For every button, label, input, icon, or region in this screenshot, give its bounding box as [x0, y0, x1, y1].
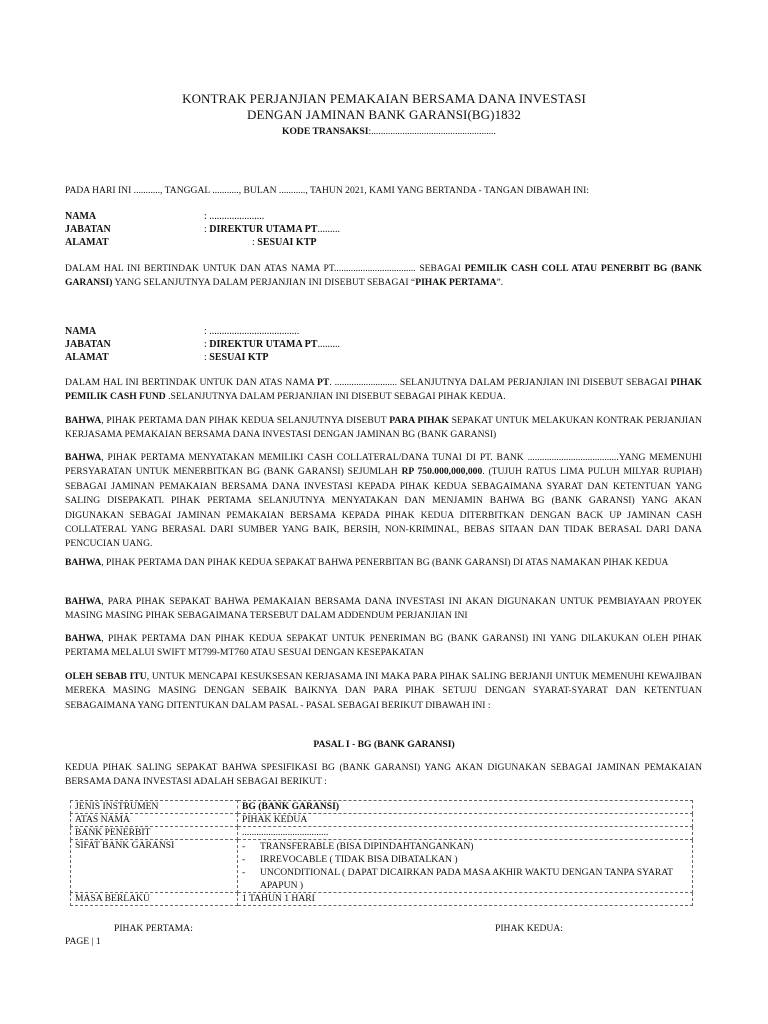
spec-atas-value: PIHAK KEDUA: [238, 814, 693, 827]
party2-para-text-1: DALAM HAL INI BERTINDAK UNTUK DAN ATAS NAMA: [65, 377, 318, 388]
party2-para-bold-1: PT: [317, 377, 330, 388]
oleh-sebab-itu-paragraph: [65, 670, 702, 713]
bahwa2-lead: BAHWA: [65, 452, 102, 463]
party2-alamat-text: SESUAI KTP: [209, 352, 269, 363]
party2-jabatan-value: [204, 339, 340, 350]
spec-sifat-value: [238, 840, 693, 893]
bahwa4-lead: BAHWA: [65, 596, 102, 607]
party1-jabatan-text: DIREKTUR UTAMA PT: [209, 224, 318, 235]
bahwa-paragraph-4: [65, 595, 702, 624]
spec-penerbit-value: ....................................: [238, 827, 693, 840]
sifat-item-text: UNCONDITIONAL ( DAPAT DICAIRKAN PADA MASA AKHIR WAKTU DENGAN TANPA SYARAT APAPUN ): [260, 867, 673, 891]
bahwa4-text-a: , PARA PIHAK SEPAKAT BAHWA PEMAKAIAN BERSAMA DANA INVESTASI INI AKAN DIGUNAKAN UNTUK PEMBIAYAAN PROYEK MASING MASING PIHAK SEBAGAIMANA TERSEBUT DALAM ADDENDUM PERJANJIAN INI: [65, 596, 702, 622]
signature-left-label: PIHAK PERTAMA:: [114, 923, 193, 934]
table-row: [71, 827, 693, 840]
party1-jabatan-dots: .........: [317, 224, 340, 235]
party2-para-text-3: .SELANJUTNYA DALAM PERJANJIAN INI DISEBUT SEBAGAI PIHAK KEDUA.: [165, 391, 506, 403]
spec-penerbit-label: BANK PENERBIT: [71, 827, 238, 840]
kode-value: :....................................................: [368, 126, 496, 137]
party2-jabatan-prefix: :: [204, 339, 210, 350]
bahwa1-text-a: , PIHAK PERTAMA DAN PIHAK KEDUA SELANJUTNYA DISEBUT: [101, 415, 390, 426]
title-line-2: DENGAN JAMINAN BANK GARANSI(BG)1832: [247, 107, 521, 122]
bahwa-paragraph-1: [65, 414, 702, 443]
party1-para-text-3: ”.: [496, 277, 504, 289]
bahwa3-lead: BAHWA: [65, 557, 102, 568]
spec-atas-label: ATAS NAMA: [71, 814, 238, 827]
pasal-title: PASAL I - BG (BANK GARANSI): [313, 739, 455, 750]
bahwa1-bold: PARA PIHAK: [389, 415, 449, 426]
party2-nama-value: : ....................................: [204, 326, 300, 337]
party2-alamat-prefix: :: [204, 352, 210, 363]
bahwa-paragraph-2: [65, 451, 702, 552]
bahwa1-text-b: SEPAKAT UNTUK MELAKUKAN KONTRAK PERJANJIAN KERJASAMA PEMAKAIAN BERSAMA DANA INVESTASI DENGAN JAMINAN BG (BANK GARANSI): [65, 415, 702, 441]
party1-jabatan-label: JABATAN: [65, 224, 111, 235]
oleh-text-a: , UNTUK MENCAPAI KESUKSESAN KERJASAMA INI MAKA PARA PIHAK SALING BERJANJI UNTUK MEMENUHI KEWAJIBAN MEREKA MASING MASING DENGAN SEBAIK BAIKNYA DAN PARA PIHAK SETUJU DENGAN SYARAT-SYARAT DAN KETENTUAN SEBAGAIMANA YANG DITENTUKAN DALAM PASAL - PASAL SEBAGAI BERIKUT DIBAWAH INI :: [65, 671, 703, 711]
bahwa-paragraph-5: [65, 632, 702, 661]
party1-nama-label: NAMA: [65, 211, 97, 222]
list-item: - IRREVOCABLE ( TIDAK BISA DIBATALKAN ): [242, 854, 458, 865]
spec-jenis-value: [238, 801, 693, 814]
sifat-item-text: TRANSFERABLE (BISA DIPINDAHTANGANKAN): [260, 841, 474, 852]
party1-paragraph: [65, 262, 702, 291]
spec-masa-value: 1 TAHUN 1 HARI: [238, 893, 693, 906]
bahwa3-text-a: , PIHAK PERTAMA DAN PIHAK KEDUA SEPAKAT BAHWA PENERBITAN BG (BANK GARANSI) DI ATAS NAMAKAN PIHAK KEDUA: [101, 557, 669, 568]
party1-nama-value: : ......................: [204, 211, 265, 222]
party1-jabatan-value: [204, 224, 340, 235]
party1-para-bold-1: PEMILIK CASH COLL ATAU PENERBIT BG (BANK GARANSI): [65, 263, 702, 289]
party2-alamat-value: [204, 352, 268, 363]
party2-alamat-label: ALAMAT: [65, 352, 109, 363]
party1-jabatan-prefix: :: [204, 224, 210, 235]
bahwa5-text-a: , PIHAK PERTAMA DAN PIHAK KEDUA SEPAKAT UNTUK PENERIMAN BG (BANK GARANSI) INI YANG DILAKUKAN OLEH PIHAK PERTAMA MELALUI SWIFT MT799-MT760 ATAU SESUAI DENGAN KESEPAKATAN: [65, 633, 702, 659]
bahwa2-text-a: , PIHAK PERTAMA MENYATAKAN MEMILIKI CASH COLLATERAL/DANA TUNAI DI PT. BANK ......................................YANG MEMENUHI PERSYARATAN UNTUK MENERBITKAN BG (BANK GARANSI) SEJUMLAH: [65, 452, 702, 478]
party2-para-bold-2: PIHAK PEMILIK CASH FUND: [65, 377, 702, 403]
sifat-list: [242, 840, 688, 892]
party2-jabatan-label: JABATAN: [65, 339, 111, 350]
party1-alamat-label: ALAMAT: [65, 237, 109, 248]
spec-sifat-label: SIFAT BANK GARANSI: [71, 840, 238, 893]
spec-masa-label: MASA BERLAKU: [71, 893, 238, 906]
party1-para-text-2: YANG SELANJUTNYA DALAM PERJANJIAN INI DISEBUT SEBAGAI “: [112, 277, 416, 289]
party1-alamat-prefix: :: [252, 237, 258, 248]
bahwa2-text-b: . (TUJUH RATUS LIMA PULUH MILYAR RUPIAH) SEBAGAI JAMINAN PEMAKAIAN BERSAMA DANA INVESTASI KEPADA PIHAK KEDUA SEBAGAIMANA SYARAT DAN KETENTUAN YANG SALING DISEPAKATI. PIHAK PERTAMA SELANJUTNYA MENYATAKAN DAN MENJAMIN BAHWA BG (BANK GARANSI) YANG AKAN DIGUNAKAN SEBAGAI JAMINAN PEMAKAIAN BERSAMA KEPADA PIHAK KEDUA DITERBITKAN DENGAN BACK UP JAMINAN CASH COLLATERAL YANG BERASAL DARI SUMBER YANG BAIK, BERSIH, NON-KRIMINAL, BEBAS SITAAN DAN TIDAK BERASAL DARI DANA PENCUCIAN UANG.: [65, 466, 703, 550]
party2-paragraph: [65, 376, 702, 405]
table-row: [71, 801, 693, 814]
title-line-1: KONTRAK PERJANJIAN PEMAKAIAN BERSAMA DANA INVESTASI: [182, 91, 586, 106]
table-row: [71, 814, 693, 827]
kode-transaksi: [282, 125, 496, 138]
table-row: [71, 893, 693, 906]
list-item: - UNCONDITIONAL ( DAPAT DICAIRKAN PADA MASA AKHIR WAKTU DENGAN TANPA SYARAT APAPUN ): [242, 867, 673, 891]
page-footer: PAGE | 1: [65, 936, 101, 947]
party2-para-text-2: . .......................... SELANJUTNYA DALAM PERJANJIAN INI DISEBUT SEBAGAI: [329, 377, 671, 388]
bahwa5-lead: BAHWA: [65, 633, 102, 644]
signature-right-label: PIHAK KEDUA:: [495, 923, 563, 934]
party1-para-bold-2: PIHAK PERTAMA: [415, 277, 497, 289]
sifat-item-text: IRREVOCABLE ( TIDAK BISA DIBATALKAN ): [260, 854, 458, 865]
party1-alamat-value: [252, 237, 316, 248]
bahwa1-lead: BAHWA: [65, 415, 102, 426]
party1-para-text-1: DALAM HAL INI BERTINDAK UNTUK DAN ATAS NAMA PT.................................. SEBAGAI: [65, 263, 465, 274]
bahwa2-bold: RP 750.000,000,000: [401, 466, 483, 478]
party2-nama-label: NAMA: [65, 326, 97, 337]
party2-jabatan-dots: .........: [317, 339, 340, 350]
opening-line: PADA HARI INI ..........., TANGGAL ..........., BULAN ..........., TAHUN 2021, KAMI YANG BERTANDA - TANGAN DIBAWAH INI:: [65, 185, 590, 196]
kode-label: KODE TRANSAKSI: [282, 126, 369, 137]
spec-jenis-text: BG (BANK GARANSI): [242, 801, 340, 812]
spec-table: [70, 800, 693, 906]
spec-jenis-label: JENIS INSTRUMEN: [71, 801, 238, 814]
oleh-lead: OLEH SEBAB ITU: [65, 671, 147, 682]
list-item: - TRANSFERABLE (BISA DIPINDAHTANGANKAN): [242, 841, 474, 852]
pasal-intro: KEDUA PIHAK SALING SEPAKAT BAHWA SPESIFIKASI BG (BANK GARANSI) YANG AKAN DIGUNAKAN SEBAGAI JAMINAN PEMAKAIAN BERSAMA DANA INVESTASI ADALAH SEBAGAI BERIKUT :: [65, 762, 702, 788]
party2-jabatan-text: DIREKTUR UTAMA PT: [209, 339, 318, 350]
table-row: [71, 840, 693, 893]
party1-alamat-text: SESUAI KTP: [257, 237, 317, 248]
bahwa-paragraph-3: [65, 556, 702, 570]
